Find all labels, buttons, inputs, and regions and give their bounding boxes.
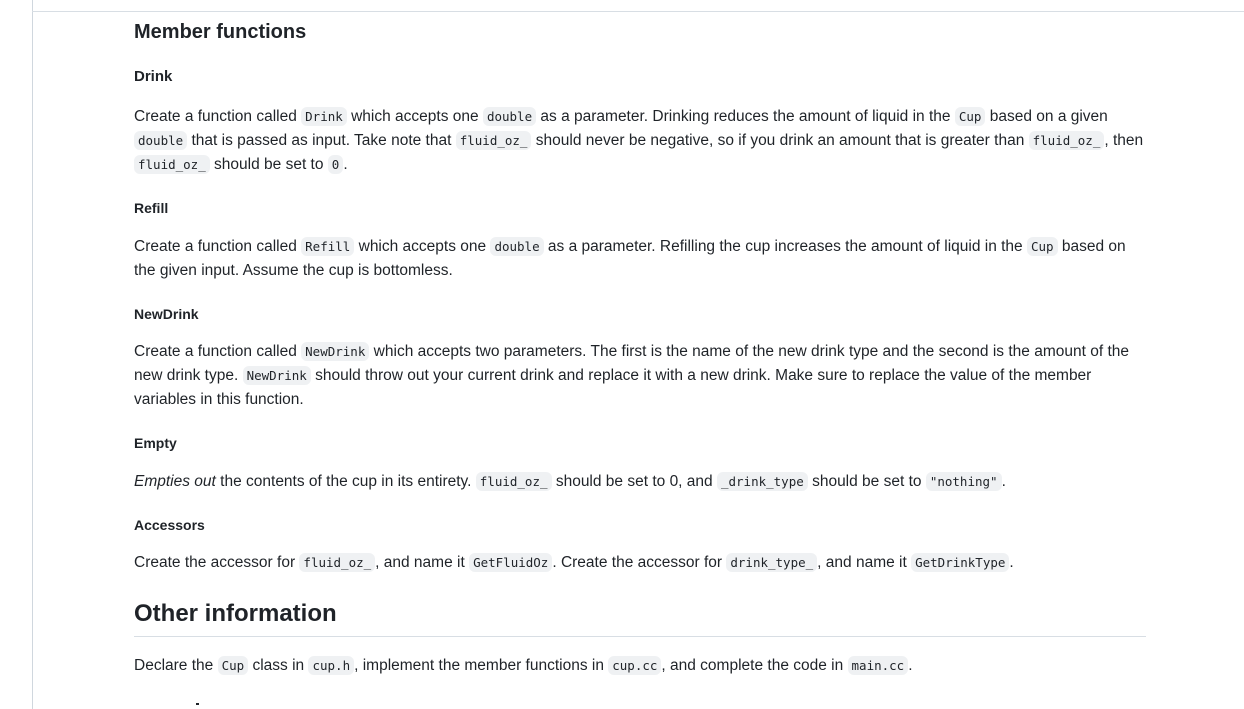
inline-code: double [134,131,187,150]
other-information-heading: Other information [134,600,337,627]
inline-code: _drink_type [717,472,808,491]
inline-code: fluid_oz_ [456,131,532,150]
drink-heading: Drink [134,68,173,85]
inline-code: NewDrink [243,366,311,385]
inline-code: fluid_oz_ [1029,131,1105,150]
empty-heading: Empty [134,435,177,451]
inline-code: Cup [955,107,986,126]
refill-description: Create a function called Refill which accepts one double as a parameter. Refilling the cup increases the amount of liquid in the Cup based on the given input. Assume the cup is bottomless. [134,238,1126,279]
newdrink-heading: NewDrink [134,306,199,322]
inline-code: Cup [1027,237,1058,256]
next-heading-cutoff [134,703,214,709]
inline-code: "nothing" [926,472,1002,491]
content-left-border [32,0,33,709]
empty-description: Empties out the contents of the cup in its entirety. fluid_oz_ should be set to 0, and _drink_type should be set to "nothing" . [134,473,1006,490]
cutoff-glyph [196,703,199,705]
accessors-description: Create the accessor for fluid_oz_ , and name it GetFluidOz . Create the accessor for drink_type_ , and name it GetDrinkType . [134,554,1014,571]
inline-code: drink_type_ [726,553,817,572]
inline-code: Drink [301,107,347,126]
refill-heading: Refill [134,200,169,216]
inline-code: double [483,107,536,126]
inline-code: GetFluidOz [469,553,552,572]
inline-code: fluid_oz_ [299,553,375,572]
inline-code: GetDrinkType [911,553,1009,572]
inline-code: fluid_oz_ [134,155,210,174]
inline-code: cup.h [308,656,354,675]
inline-code: NewDrink [301,342,369,361]
inline-code: cup.cc [608,656,661,675]
content-top-border [32,11,1244,12]
inline-code: Cup [218,656,249,675]
drink-description: Create a function called Drink which accepts one double as a parameter. Drinking reduces the amount of liquid in the Cup based on a given double that is passed as input. Take note that fluid_oz_ should never be negative, so if you drink an amount that is greater than fluid_oz_ , then fluid_oz_ should be set to 0 . [134,108,1144,173]
other-information-description: Declare the Cup class in cup.h , implement the member functions in cup.cc , and complete the code in main.cc . [134,657,913,674]
inline-code: Refill [301,237,354,256]
inline-code: double [490,237,543,256]
newdrink-description: Create a function called NewDrink which accepts two parameters. The first is the name of the new drink type and the second is the amount of the new drink type. NewDrink should throw out your current drink and replace it with a new drink. Make sure to replace the value of the member variables in this function. [134,343,1129,408]
inline-code: main.cc [848,656,909,675]
inline-code: fluid_oz_ [476,472,552,491]
accessors-heading: Accessors [134,517,205,533]
heading-divider [134,636,1146,637]
inline-code: 0 [328,155,344,174]
member-functions-heading: Member functions [134,21,307,43]
